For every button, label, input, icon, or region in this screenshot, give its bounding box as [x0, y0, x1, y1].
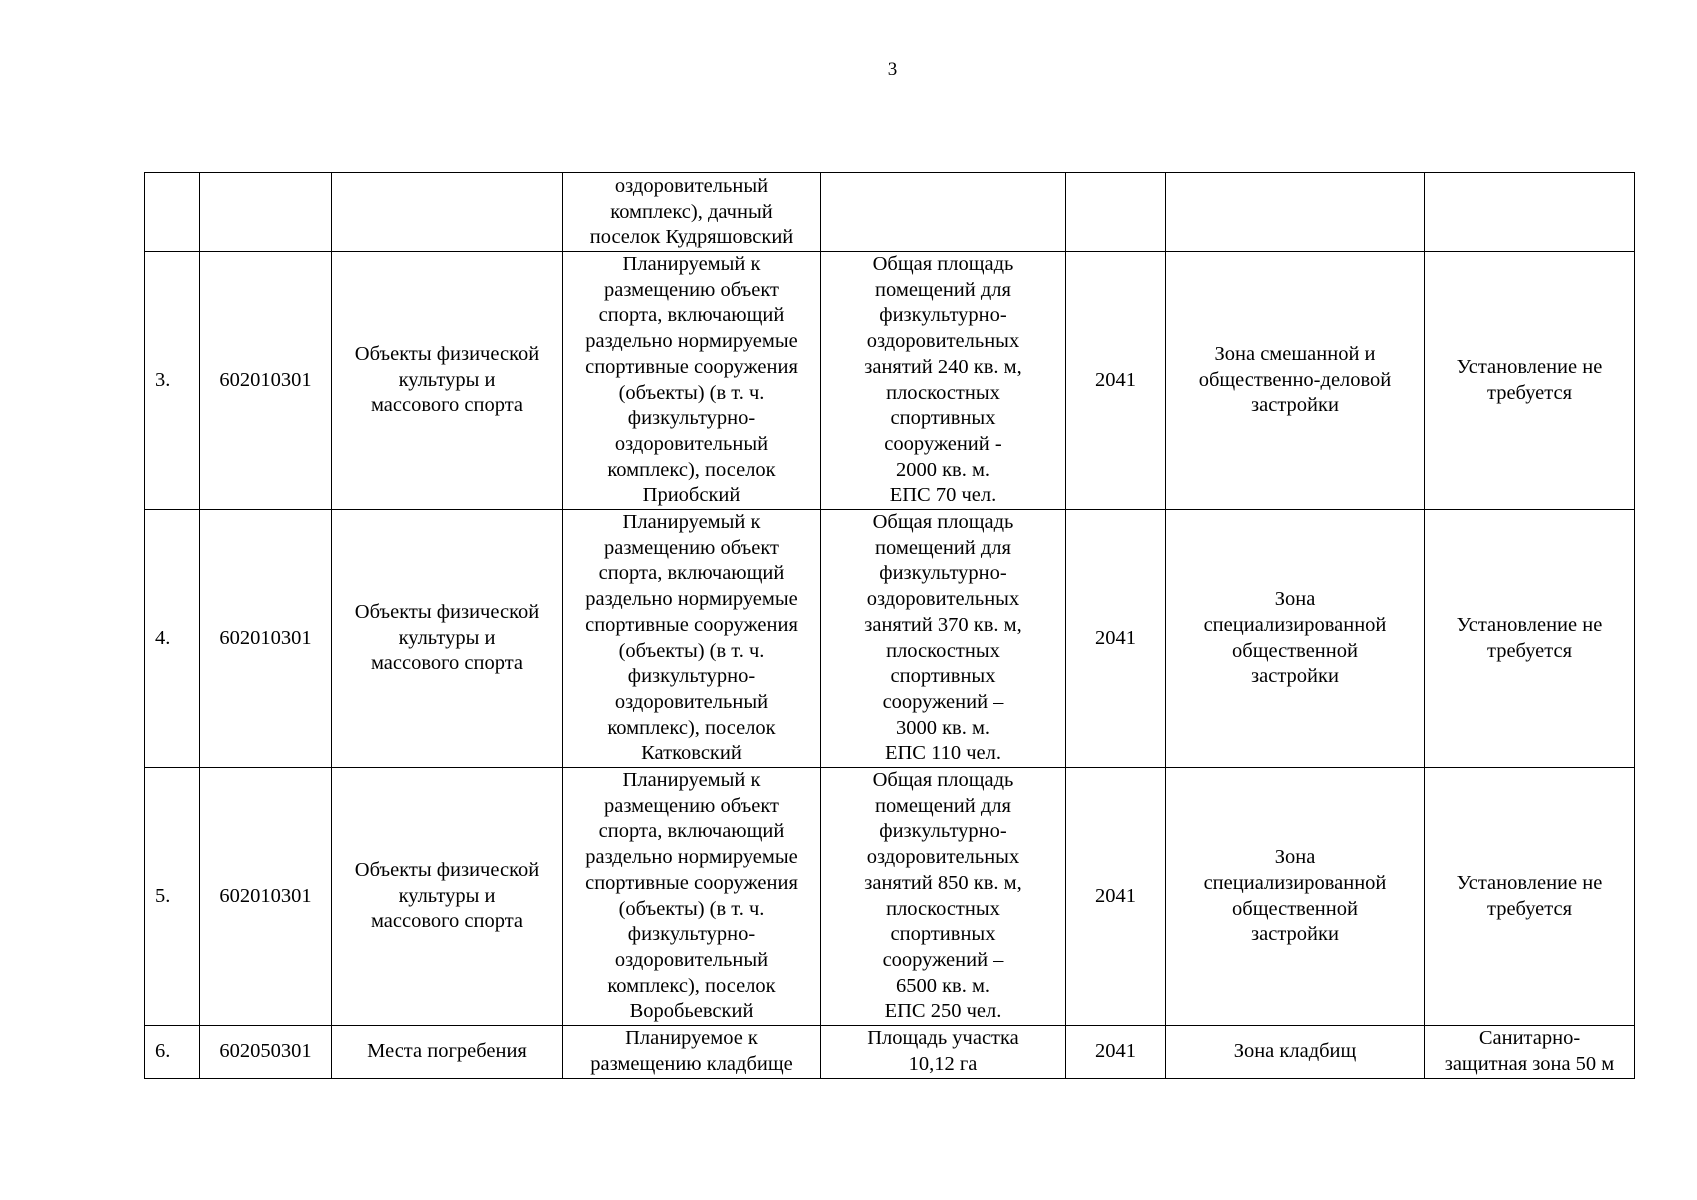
- object-type: Объекты физической культуры и массового спорта: [332, 768, 563, 1026]
- sanitary-zone: Установление не требуется: [1425, 768, 1635, 1026]
- functional-zone: Зона специализированной общественной застройки: [1166, 768, 1425, 1026]
- object-description: Планируемый к размещению объект спорта, включающий раздельно нормируемые спортивные сооружения (объекты) (в т. ч. физкультурно- оздоровительный комплекс), поселок Воробьевский: [563, 768, 821, 1026]
- object-characteristics: Общая площадь помещений для физкультурно- оздоровительных занятий 240 кв. м, плоскостных спортивных сооружений - 2000 кв. м. ЕПС 70 чел.: [821, 252, 1066, 510]
- object-code: 602010301: [200, 510, 332, 768]
- sanitary-zone: Установление не требуется: [1425, 252, 1635, 510]
- functional-zone: [1166, 173, 1425, 252]
- object-type: [332, 173, 563, 252]
- object-code: 602050301: [200, 1026, 332, 1078]
- object-type: Объекты физической культуры и массового спорта: [332, 252, 563, 510]
- implementation-year: 2041: [1066, 510, 1166, 768]
- object-code: 602010301: [200, 768, 332, 1026]
- row-number: 4.: [145, 510, 200, 768]
- table-row: [145, 768, 1635, 1026]
- functional-zone: Зона смешанной и общественно-деловой застройки: [1166, 252, 1425, 510]
- object-type: Места погребения: [332, 1026, 563, 1078]
- object-characteristics: Общая площадь помещений для физкультурно- оздоровительных занятий 850 кв. м, плоскостных спортивных сооружений – 6500 кв. м. ЕПС 250 чел.: [821, 768, 1066, 1026]
- implementation-year: 2041: [1066, 252, 1166, 510]
- row-number: 5.: [145, 768, 200, 1026]
- row-number: 3.: [145, 252, 200, 510]
- table-row: [145, 510, 1635, 768]
- object-description: Планируемый к размещению объект спорта, включающий раздельно нормируемые спортивные сооружения (объекты) (в т. ч. физкультурно- оздоровительный комплекс), поселок Приобский: [563, 252, 821, 510]
- table-row: [145, 252, 1635, 510]
- table-row: [145, 1026, 1635, 1078]
- object-characteristics: [821, 173, 1066, 252]
- object-type: Объекты физической культуры и массового спорта: [332, 510, 563, 768]
- functional-zone: Зона специализированной общественной застройки: [1166, 510, 1425, 768]
- implementation-year: 2041: [1066, 768, 1166, 1026]
- sanitary-zone: Установление не требуется: [1425, 510, 1635, 768]
- object-characteristics: Общая площадь помещений для физкультурно- оздоровительных занятий 370 кв. м, плоскостных спортивных сооружений – 3000 кв. м. ЕПС 110 чел.: [821, 510, 1066, 768]
- object-code: 602010301: [200, 252, 332, 510]
- object-description: оздоровительный комплекс), дачный поселок Кудряшовский: [563, 173, 821, 252]
- object-characteristics: Площадь участка 10,12 га: [821, 1026, 1066, 1078]
- object-description: Планируемое к размещению кладбище: [563, 1026, 821, 1078]
- implementation-year: [1066, 173, 1166, 252]
- sanitary-zone: [1425, 173, 1635, 252]
- page-number: 3: [887, 59, 898, 80]
- object-description: Планируемый к размещению объект спорта, включающий раздельно нормируемые спортивные сооружения (объекты) (в т. ч. физкультурно- оздоровительный комплекс), поселок Катковский: [563, 510, 821, 768]
- row-number: 6.: [145, 1026, 200, 1078]
- functional-zone: Зона кладбищ: [1166, 1026, 1425, 1078]
- table-row: [145, 173, 1635, 252]
- sanitary-zone: Санитарно- защитная зона 50 м: [1425, 1026, 1635, 1078]
- object-code: [200, 173, 332, 252]
- row-number: [145, 173, 200, 252]
- planned-objects-table: [144, 172, 1635, 1079]
- implementation-year: 2041: [1066, 1026, 1166, 1078]
